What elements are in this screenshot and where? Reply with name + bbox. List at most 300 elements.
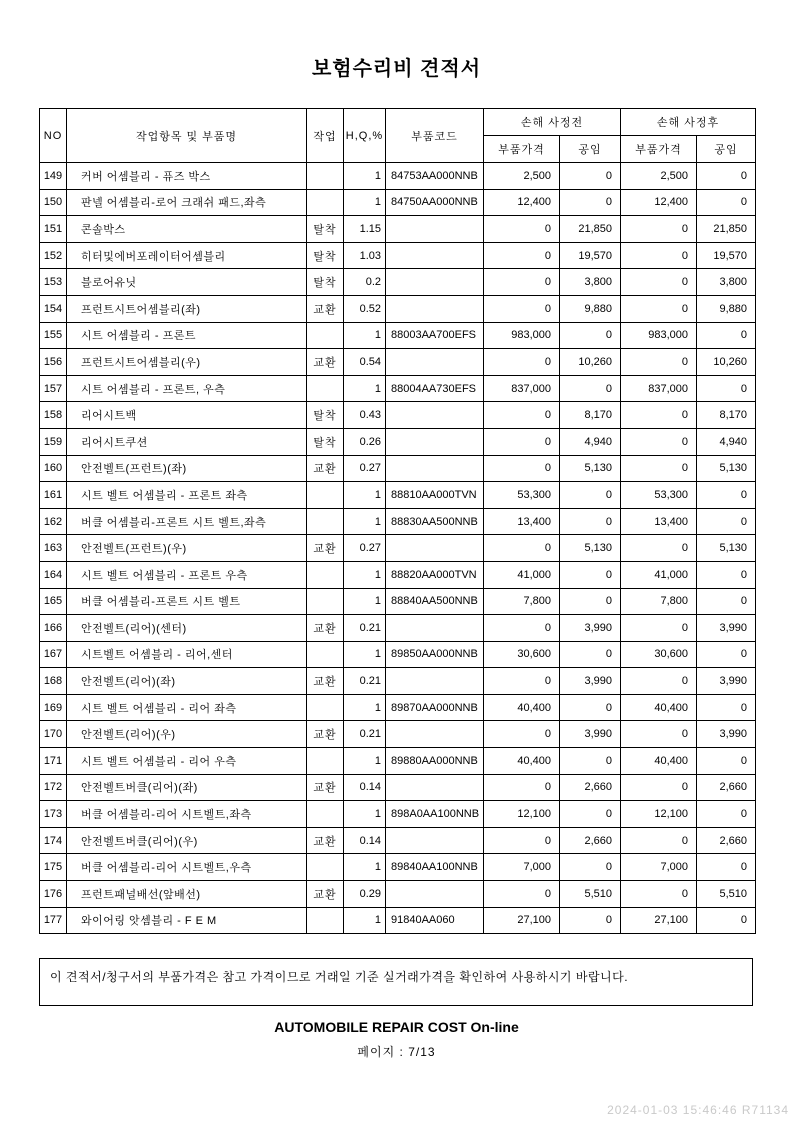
cell-price-before: 0 <box>484 774 560 801</box>
cell-work <box>307 588 344 615</box>
cell-hq: 1 <box>344 801 386 828</box>
cell-labor-after: 21,850 <box>697 216 756 243</box>
cell-labor-after: 3,990 <box>697 615 756 642</box>
cell-labor-before: 0 <box>560 561 621 588</box>
cell-name: 시트 벨트 어셈블리 - 리어 좌측 <box>67 694 307 721</box>
cell-price-after: 0 <box>621 295 697 322</box>
cell-labor-after: 0 <box>697 375 756 402</box>
cell-price-before: 41,000 <box>484 561 560 588</box>
header-part-price-before: 부품가격 <box>484 136 560 163</box>
cell-no: 169 <box>40 694 67 721</box>
cell-price-after: 53,300 <box>621 482 697 509</box>
cell-hq: 1 <box>344 748 386 775</box>
cell-name: 시트 벨트 어셈블리 - 프론트 우측 <box>67 561 307 588</box>
cell-labor-before: 2,660 <box>560 774 621 801</box>
cell-name: 시트벨트 어셈블리 - 리어,센터 <box>67 641 307 668</box>
cell-hq: 0.26 <box>344 428 386 455</box>
table-row <box>40 216 756 243</box>
cell-labor-before: 3,990 <box>560 615 621 642</box>
cell-hq: 0.43 <box>344 402 386 429</box>
cell-no: 149 <box>40 163 67 190</box>
cell-price-before: 7,000 <box>484 854 560 881</box>
cell-price-after: 0 <box>621 721 697 748</box>
table-row <box>40 694 756 721</box>
header-work: 작업 <box>307 109 344 163</box>
cell-work: 교환 <box>307 827 344 854</box>
cell-code <box>386 721 484 748</box>
cell-no: 151 <box>40 216 67 243</box>
cell-no: 159 <box>40 428 67 455</box>
cell-no: 176 <box>40 881 67 908</box>
cell-labor-after: 10,260 <box>697 349 756 376</box>
cell-name: 안전벨트(리어)(센터) <box>67 615 307 642</box>
cell-no: 171 <box>40 748 67 775</box>
cell-labor-before: 4,940 <box>560 428 621 455</box>
cell-name: 프런트패널배선(앞배선) <box>67 881 307 908</box>
cell-hq: 1 <box>344 322 386 349</box>
cell-price-before: 0 <box>484 881 560 908</box>
cell-price-before: 2,500 <box>484 163 560 190</box>
cell-no: 152 <box>40 242 67 269</box>
cell-labor-after: 0 <box>697 748 756 775</box>
cell-labor-before: 21,850 <box>560 216 621 243</box>
cell-labor-after: 0 <box>697 508 756 535</box>
cell-name: 콘솔박스 <box>67 216 307 243</box>
cell-code: 89850AA000NNB <box>386 641 484 668</box>
cell-code: 84750AA000NNB <box>386 189 484 216</box>
cell-price-after: 40,400 <box>621 694 697 721</box>
cell-price-after: 13,400 <box>621 508 697 535</box>
cell-price-after: 0 <box>621 455 697 482</box>
cell-work <box>307 854 344 881</box>
page-number-label: 페이지 : 7/13 <box>357 1045 436 1059</box>
cell-name: 안전벨트버클(리어)(우) <box>67 827 307 854</box>
cell-price-after: 0 <box>621 269 697 296</box>
cell-price-after: 12,100 <box>621 801 697 828</box>
table-row <box>40 748 756 775</box>
cell-name: 프런트시트어셈블리(우) <box>67 349 307 376</box>
cell-no: 163 <box>40 535 67 562</box>
cell-work <box>307 322 344 349</box>
cell-no: 154 <box>40 295 67 322</box>
cell-no: 172 <box>40 774 67 801</box>
cell-no: 160 <box>40 455 67 482</box>
cell-price-before: 7,800 <box>484 588 560 615</box>
cell-hq: 1 <box>344 189 386 216</box>
cell-hq: 0.21 <box>344 615 386 642</box>
cell-hq: 1 <box>344 641 386 668</box>
cell-work <box>307 482 344 509</box>
estimate-table-body <box>40 163 756 934</box>
cell-price-after: 0 <box>621 668 697 695</box>
cell-work <box>307 694 344 721</box>
table-row <box>40 615 756 642</box>
cell-hq: 1 <box>344 907 386 934</box>
cell-work <box>307 748 344 775</box>
cell-price-after: 40,400 <box>621 748 697 775</box>
cell-name: 안전벨트(프런트)(좌) <box>67 455 307 482</box>
cell-price-before: 0 <box>484 269 560 296</box>
cell-work: 교환 <box>307 881 344 908</box>
cell-work: 교환 <box>307 774 344 801</box>
cell-code <box>386 269 484 296</box>
cell-price-before: 40,400 <box>484 748 560 775</box>
cell-price-before: 0 <box>484 615 560 642</box>
notice-text: 이 견적서/청구서의 부품가격은 참고 가격이므로 거래일 기준 실거래가격을 확인하여 사용하시기 바랍니다. <box>50 970 629 984</box>
cell-code <box>386 402 484 429</box>
cell-hq: 1 <box>344 482 386 509</box>
cell-name: 버클 어셈블리-프론트 시트 벨트 <box>67 588 307 615</box>
cell-name: 와이어링 앗셈블리 - F E M <box>67 907 307 934</box>
cell-labor-before: 9,880 <box>560 295 621 322</box>
cell-labor-before: 3,990 <box>560 721 621 748</box>
cell-price-before: 0 <box>484 216 560 243</box>
cell-code <box>386 535 484 562</box>
table-row <box>40 189 756 216</box>
cell-price-after: 0 <box>621 242 697 269</box>
cell-price-before: 0 <box>484 295 560 322</box>
cell-work: 교환 <box>307 721 344 748</box>
cell-work: 교환 <box>307 455 344 482</box>
cell-hq: 0.52 <box>344 295 386 322</box>
cell-name: 버클 어셈블리-리어 시트벨트,우측 <box>67 854 307 881</box>
cell-work: 교환 <box>307 295 344 322</box>
cell-labor-after: 5,510 <box>697 881 756 908</box>
table-row <box>40 801 756 828</box>
cell-work <box>307 375 344 402</box>
cell-hq: 0.27 <box>344 535 386 562</box>
cell-labor-before: 0 <box>560 482 621 509</box>
cell-hq: 0.29 <box>344 881 386 908</box>
cell-labor-after: 0 <box>697 854 756 881</box>
cell-code: 88004AA730EFS <box>386 375 484 402</box>
cell-labor-before: 19,570 <box>560 242 621 269</box>
cell-work <box>307 641 344 668</box>
cell-labor-before: 0 <box>560 854 621 881</box>
cell-code: 88810AA000TVN <box>386 482 484 509</box>
table-row <box>40 269 756 296</box>
cell-code: 88840AA500NNB <box>386 588 484 615</box>
cell-code: 898A0AA100NNB <box>386 801 484 828</box>
cell-price-after: 0 <box>621 428 697 455</box>
cell-code <box>386 242 484 269</box>
cell-price-before: 837,000 <box>484 375 560 402</box>
cell-labor-before: 0 <box>560 322 621 349</box>
header-part-code: 부품코드 <box>386 109 484 163</box>
cell-price-before: 12,400 <box>484 189 560 216</box>
header-labor-before: 공임 <box>560 136 621 163</box>
cell-code: 89870AA000NNB <box>386 694 484 721</box>
cell-code <box>386 455 484 482</box>
cell-code <box>386 881 484 908</box>
cell-labor-after: 5,130 <box>697 535 756 562</box>
cell-labor-before: 0 <box>560 508 621 535</box>
cell-price-before: 0 <box>484 721 560 748</box>
cell-code: 91840AA060 <box>386 907 484 934</box>
cell-labor-before: 8,170 <box>560 402 621 429</box>
cell-work <box>307 801 344 828</box>
cell-labor-before: 0 <box>560 375 621 402</box>
cell-work: 탈착 <box>307 269 344 296</box>
table-row <box>40 668 756 695</box>
cell-labor-after: 3,990 <box>697 721 756 748</box>
cell-price-before: 983,000 <box>484 322 560 349</box>
cell-no: 150 <box>40 189 67 216</box>
cell-work: 교환 <box>307 535 344 562</box>
cell-price-after: 0 <box>621 615 697 642</box>
header-after-group: 손해 사정후 <box>621 109 756 136</box>
notice-box <box>39 958 753 1006</box>
cell-no: 155 <box>40 322 67 349</box>
cell-price-after: 0 <box>621 402 697 429</box>
cell-code <box>386 216 484 243</box>
cell-hq: 0.54 <box>344 349 386 376</box>
cell-labor-after: 0 <box>697 694 756 721</box>
cell-price-before: 12,100 <box>484 801 560 828</box>
cell-labor-before: 5,130 <box>560 535 621 562</box>
header-no: NO <box>40 109 67 163</box>
table-row <box>40 402 756 429</box>
cell-labor-after: 2,660 <box>697 827 756 854</box>
cell-hq: 1 <box>344 163 386 190</box>
cell-work <box>307 508 344 535</box>
table-row <box>40 854 756 881</box>
cell-labor-before: 0 <box>560 694 621 721</box>
cell-labor-before: 5,510 <box>560 881 621 908</box>
table-row <box>40 881 756 908</box>
cell-name: 시트 어셈블리 - 프론트, 우측 <box>67 375 307 402</box>
cell-price-after: 27,100 <box>621 907 697 934</box>
cell-labor-before: 2,660 <box>560 827 621 854</box>
cell-labor-after: 3,800 <box>697 269 756 296</box>
cell-labor-after: 4,940 <box>697 428 756 455</box>
cell-no: 168 <box>40 668 67 695</box>
cell-no: 157 <box>40 375 67 402</box>
cell-work: 탈착 <box>307 428 344 455</box>
cell-name: 시트 벨트 어셈블리 - 리어 우측 <box>67 748 307 775</box>
header-item: 작업항목 및 부품명 <box>67 109 307 163</box>
cell-labor-after: 9,880 <box>697 295 756 322</box>
cell-labor-after: 3,990 <box>697 668 756 695</box>
cell-price-after: 837,000 <box>621 375 697 402</box>
cell-price-after: 983,000 <box>621 322 697 349</box>
cell-price-after: 0 <box>621 827 697 854</box>
cell-price-after: 2,500 <box>621 163 697 190</box>
cell-code: 88830AA500NNB <box>386 508 484 535</box>
cell-hq: 0.27 <box>344 455 386 482</box>
cell-code: 89840AA100NNB <box>386 854 484 881</box>
cell-no: 167 <box>40 641 67 668</box>
cell-no: 166 <box>40 615 67 642</box>
footer-brand: AUTOMOBILE REPAIR COST On-line <box>274 1019 519 1035</box>
cell-no: 173 <box>40 801 67 828</box>
table-row <box>40 375 756 402</box>
cell-no: 177 <box>40 907 67 934</box>
cell-no: 161 <box>40 482 67 509</box>
cell-name: 시트 벨트 어셈블리 - 프론트 좌측 <box>67 482 307 509</box>
cell-price-after: 0 <box>621 535 697 562</box>
cell-no: 164 <box>40 561 67 588</box>
cell-labor-after: 0 <box>697 189 756 216</box>
cell-price-after: 7,000 <box>621 854 697 881</box>
cell-hq: 1 <box>344 854 386 881</box>
cell-price-before: 40,400 <box>484 694 560 721</box>
table-row <box>40 508 756 535</box>
cell-price-before: 0 <box>484 428 560 455</box>
cell-labor-after: 0 <box>697 561 756 588</box>
cell-labor-before: 0 <box>560 641 621 668</box>
cell-name: 프런트시트어셈블리(좌) <box>67 295 307 322</box>
cell-work: 탈착 <box>307 216 344 243</box>
cell-name: 버클 어셈블리-리어 시트벨트,좌측 <box>67 801 307 828</box>
cell-code <box>386 774 484 801</box>
table-row <box>40 322 756 349</box>
header-before-group: 손해 사정전 <box>484 109 621 136</box>
cell-code <box>386 668 484 695</box>
cell-work: 탈착 <box>307 402 344 429</box>
table-row <box>40 561 756 588</box>
cell-code <box>386 827 484 854</box>
cell-work: 교환 <box>307 668 344 695</box>
cell-name: 블로어유닛 <box>67 269 307 296</box>
cell-work: 교환 <box>307 615 344 642</box>
cell-name: 안전벨트(리어)(좌) <box>67 668 307 695</box>
table-row <box>40 455 756 482</box>
cell-name: 히터및에버포레이터어셈블리 <box>67 242 307 269</box>
cell-name: 안전벨트(프런트)(우) <box>67 535 307 562</box>
page-title: 보험수리비 견적서 <box>311 58 482 80</box>
cell-labor-after: 5,130 <box>697 455 756 482</box>
cell-no: 156 <box>40 349 67 376</box>
cell-price-before: 0 <box>484 349 560 376</box>
cell-hq: 0.2 <box>344 269 386 296</box>
cell-hq: 1 <box>344 561 386 588</box>
table-row <box>40 721 756 748</box>
header-part-price-after: 부품가격 <box>621 136 697 163</box>
cell-code <box>386 428 484 455</box>
cell-name: 리어시트쿠션 <box>67 428 307 455</box>
cell-no: 165 <box>40 588 67 615</box>
cell-labor-before: 10,260 <box>560 349 621 376</box>
cell-code <box>386 615 484 642</box>
cell-code <box>386 349 484 376</box>
cell-labor-after: 0 <box>697 482 756 509</box>
cell-labor-before: 0 <box>560 588 621 615</box>
cell-labor-after: 0 <box>697 322 756 349</box>
cell-work: 교환 <box>307 349 344 376</box>
cell-price-after: 0 <box>621 349 697 376</box>
cell-code: 84753AA000NNB <box>386 163 484 190</box>
cell-hq: 1 <box>344 694 386 721</box>
cell-no: 174 <box>40 827 67 854</box>
table-row <box>40 774 756 801</box>
cell-price-before: 0 <box>484 827 560 854</box>
cell-labor-before: 3,800 <box>560 269 621 296</box>
table-row <box>40 295 756 322</box>
cell-labor-after: 0 <box>697 801 756 828</box>
cell-no: 162 <box>40 508 67 535</box>
cell-name: 안전벨트버클(리어)(좌) <box>67 774 307 801</box>
header-labor-after: 공임 <box>697 136 756 163</box>
cell-work <box>307 561 344 588</box>
cell-code: 88820AA000TVN <box>386 561 484 588</box>
cell-no: 170 <box>40 721 67 748</box>
cell-code: 89880AA000NNB <box>386 748 484 775</box>
cell-name: 시트 어셈블리 - 프론트 <box>67 322 307 349</box>
table-row <box>40 588 756 615</box>
cell-labor-after: 0 <box>697 163 756 190</box>
cell-price-before: 30,600 <box>484 641 560 668</box>
table-row <box>40 349 756 376</box>
table-row <box>40 242 756 269</box>
cell-hq: 0.14 <box>344 774 386 801</box>
cell-labor-before: 3,990 <box>560 668 621 695</box>
cell-price-before: 27,100 <box>484 907 560 934</box>
cell-price-after: 30,600 <box>621 641 697 668</box>
cell-labor-before: 0 <box>560 189 621 216</box>
cell-labor-after: 19,570 <box>697 242 756 269</box>
cell-labor-after: 0 <box>697 907 756 934</box>
table-row <box>40 641 756 668</box>
cell-work <box>307 163 344 190</box>
cell-hq: 1.15 <box>344 216 386 243</box>
cell-labor-before: 0 <box>560 907 621 934</box>
cell-price-before: 0 <box>484 402 560 429</box>
table-row <box>40 163 756 190</box>
cell-price-after: 0 <box>621 774 697 801</box>
estimate-table-header <box>40 109 756 163</box>
cell-price-after: 0 <box>621 881 697 908</box>
table-row <box>40 827 756 854</box>
cell-hq: 1.03 <box>344 242 386 269</box>
cell-labor-after: 0 <box>697 588 756 615</box>
cell-labor-before: 5,130 <box>560 455 621 482</box>
table-row <box>40 907 756 934</box>
cell-price-after: 41,000 <box>621 561 697 588</box>
cell-price-after: 12,400 <box>621 189 697 216</box>
cell-hq: 0.14 <box>344 827 386 854</box>
cell-labor-before: 0 <box>560 801 621 828</box>
cell-work <box>307 189 344 216</box>
cell-labor-before: 0 <box>560 748 621 775</box>
cell-name: 판넬 어셈블리-로어 크래쉬 패드,좌측 <box>67 189 307 216</box>
cell-code <box>386 295 484 322</box>
cell-labor-before: 0 <box>560 163 621 190</box>
cell-price-before: 53,300 <box>484 482 560 509</box>
cell-no: 158 <box>40 402 67 429</box>
cell-hq: 0.21 <box>344 721 386 748</box>
print-timestamp: 2024-01-03 15:46:46 R71134 <box>607 1103 789 1117</box>
table-row <box>40 482 756 509</box>
cell-hq: 1 <box>344 588 386 615</box>
table-row <box>40 428 756 455</box>
cell-price-before: 0 <box>484 535 560 562</box>
header-hq: H,Q,% <box>344 109 386 163</box>
cell-work <box>307 907 344 934</box>
cell-name: 리어시트백 <box>67 402 307 429</box>
cell-hq: 0.21 <box>344 668 386 695</box>
cell-price-before: 0 <box>484 668 560 695</box>
estimate-table <box>39 108 756 934</box>
cell-price-after: 0 <box>621 216 697 243</box>
cell-name: 버클 어셈블리-프론트 시트 벨트,좌측 <box>67 508 307 535</box>
cell-code: 88003AA700EFS <box>386 322 484 349</box>
cell-price-after: 7,800 <box>621 588 697 615</box>
cell-hq: 1 <box>344 375 386 402</box>
cell-price-before: 0 <box>484 455 560 482</box>
cell-price-before: 0 <box>484 242 560 269</box>
cell-price-before: 13,400 <box>484 508 560 535</box>
